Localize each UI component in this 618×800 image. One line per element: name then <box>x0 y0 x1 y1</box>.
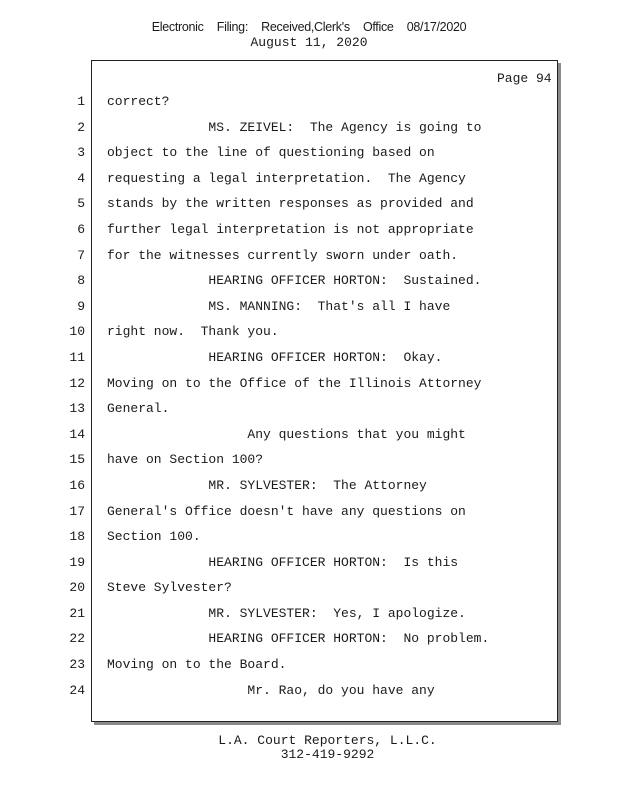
line-number: 2 <box>77 119 85 135</box>
line-text: HEARING OFFICER HORTON: Sustained. <box>107 273 482 289</box>
line-text: MS. ZEIVEL: The Agency is going to <box>107 119 482 135</box>
line-number: 18 <box>69 529 85 545</box>
line-text: HEARING OFFICER HORTON: No problem. <box>107 631 490 647</box>
transcript-line <box>0 575 618 601</box>
line-text: HEARING OFFICER HORTON: Is this <box>107 554 459 570</box>
hearing-date: August 11, 2020 <box>250 35 368 50</box>
line-text: have on Section 100? <box>107 452 264 468</box>
line-text: object to the line of questioning based on <box>107 145 435 161</box>
page-number: Page 94 <box>497 71 552 86</box>
transcript-line <box>0 345 618 371</box>
line-text: requesting a legal interpretation. The Agency <box>107 170 466 186</box>
transcript-line <box>0 524 618 550</box>
line-number: 15 <box>69 452 85 468</box>
transcript-line <box>0 396 618 422</box>
line-text: Steve Sylvester? <box>107 580 232 596</box>
line-number: 20 <box>69 580 85 596</box>
line-number: 8 <box>77 273 85 289</box>
line-text: Any questions that you might <box>107 426 466 442</box>
line-number: 3 <box>77 145 85 161</box>
transcript-line <box>0 499 618 525</box>
line-number: 13 <box>69 401 85 417</box>
transcript-line <box>0 294 618 320</box>
line-text: right now. Thank you. <box>107 324 279 340</box>
line-number: 23 <box>69 657 85 673</box>
transcript-line <box>0 601 618 627</box>
transcript-line <box>0 652 618 678</box>
line-text: correct? <box>107 94 170 109</box>
line-number: 16 <box>69 477 85 493</box>
transcript-line <box>0 191 618 217</box>
line-number: 14 <box>69 426 85 442</box>
line-text: for the witnesses currently sworn under oath. <box>107 247 459 263</box>
transcript-line <box>0 626 618 652</box>
court-reporter-phone: 312-419-9292 <box>280 747 375 762</box>
transcript-line <box>0 115 618 141</box>
line-number: 4 <box>77 170 85 186</box>
line-text: Moving on to the Board. <box>107 657 287 673</box>
court-reporter-name: L.A. Court Reporters, L.L.C. <box>218 733 437 748</box>
line-text: Mr. Rao, do you have any <box>107 682 435 698</box>
transcript-line <box>0 678 618 704</box>
transcript-line <box>0 371 618 397</box>
line-text: MR. SYLVESTER: The Attorney <box>107 477 427 493</box>
line-number: 7 <box>77 247 85 263</box>
line-number: 11 <box>69 349 85 365</box>
transcript-line <box>0 166 618 192</box>
transcript-line <box>0 268 618 294</box>
transcript-line <box>0 89 618 115</box>
line-text: stands by the written responses as provided and <box>107 196 474 212</box>
line-text: General's Office doesn't have any questions on <box>107 503 466 519</box>
line-number: 17 <box>69 503 85 519</box>
line-number: 24 <box>69 682 85 698</box>
transcript-line <box>0 447 618 473</box>
line-number: 9 <box>77 298 85 314</box>
transcript-line <box>0 140 618 166</box>
line-number: 19 <box>69 554 85 570</box>
line-text: Moving on to the Office of the Illinois Attorney <box>107 375 482 391</box>
transcript-line <box>0 217 618 243</box>
transcript-line <box>0 550 618 576</box>
line-number: 22 <box>69 631 85 647</box>
line-text: General. <box>107 401 170 417</box>
line-number: 6 <box>77 221 85 237</box>
line-number: 5 <box>77 196 85 212</box>
line-text: HEARING OFFICER HORTON: Okay. <box>107 349 443 365</box>
line-number: 21 <box>69 605 85 621</box>
transcript-body <box>0 89 618 703</box>
line-text: Section 100. <box>107 529 201 545</box>
line-text: further legal interpretation is not appropriate <box>107 221 474 237</box>
transcript-line <box>0 243 618 269</box>
line-number: 10 <box>69 324 85 340</box>
transcript-line <box>0 422 618 448</box>
line-text: MR. SYLVESTER: Yes, I apologize. <box>107 605 466 621</box>
line-text: MS. MANNING: That's all I have <box>107 298 451 314</box>
line-number: 12 <box>69 375 85 391</box>
transcript-line <box>0 319 618 345</box>
line-number: 1 <box>77 94 85 109</box>
transcript-line <box>0 473 618 499</box>
filing-stamp: Electronic Filing: Received,Clerk's Office 08/17/2020 <box>151 20 467 34</box>
